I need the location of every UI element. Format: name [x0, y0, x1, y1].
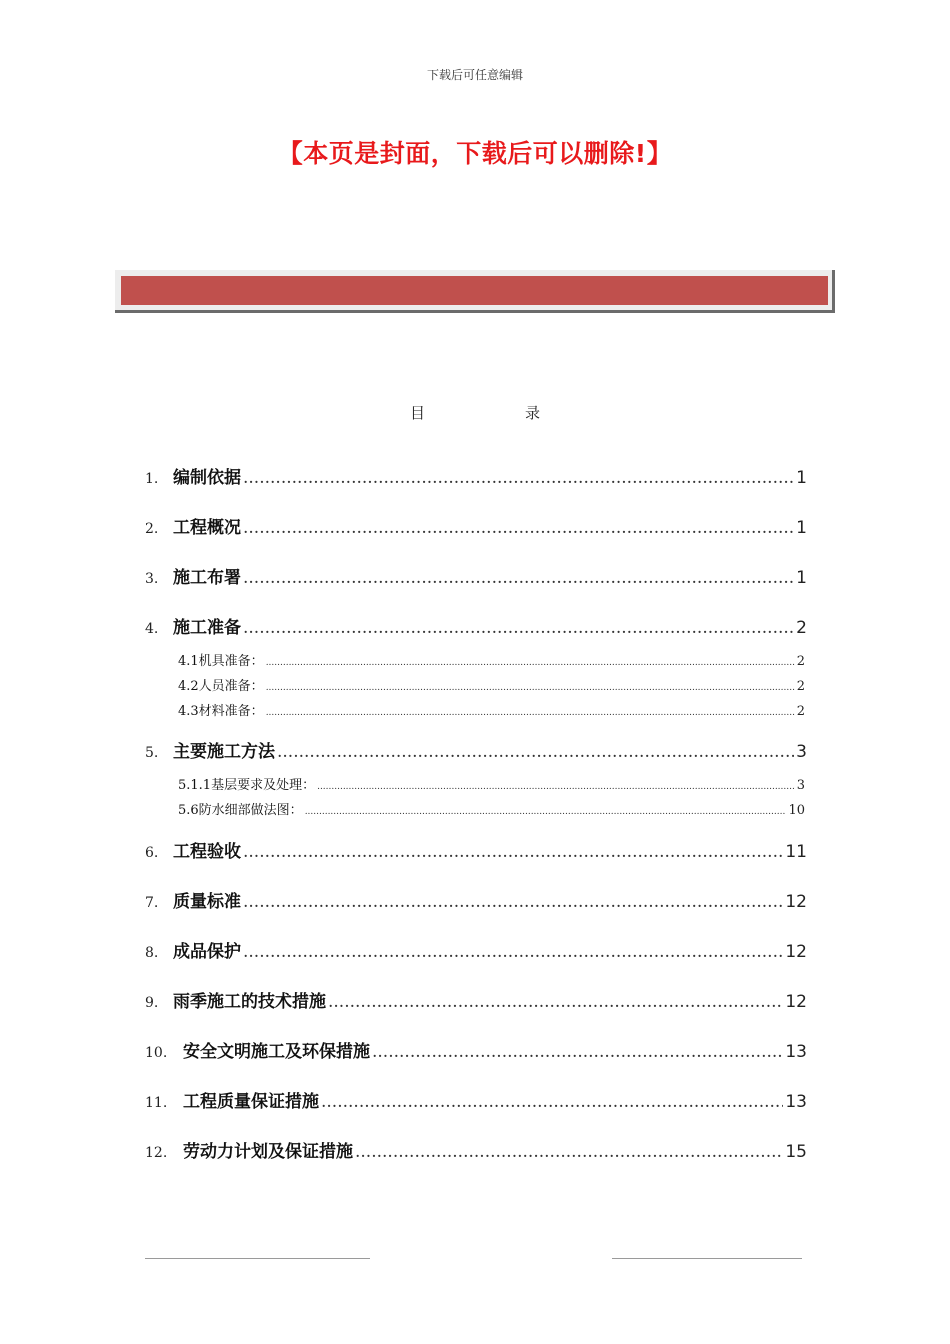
- title-banner: [115, 270, 835, 313]
- toc-entry-page: 1: [796, 568, 807, 588]
- toc-leader-dots: [317, 778, 795, 793]
- toc-entry-title: 工程概况: [173, 518, 241, 538]
- toc-entry-page: 1: [796, 518, 807, 538]
- toc-entry[interactable]: [145, 737, 807, 761]
- toc-entry-page: 12: [785, 892, 807, 912]
- toc-entry-page: 12: [785, 942, 807, 962]
- toc-entry[interactable]: [145, 937, 807, 961]
- toc-subentry[interactable]: [178, 650, 805, 674]
- toc-entry-number: 1.: [145, 471, 159, 487]
- toc-entry-title: 主要施工方法: [173, 742, 275, 762]
- toc-entry-title: 施工布署: [173, 568, 241, 588]
- toc-entry-page: 15: [785, 1142, 807, 1162]
- toc-entry-number: 12.: [145, 1145, 168, 1161]
- toc-leader-dots: [372, 1042, 783, 1062]
- toc-subentry[interactable]: [178, 700, 805, 724]
- toc-subentry[interactable]: [178, 675, 805, 699]
- toc-heading-char-2: 录: [525, 404, 541, 422]
- header-note: 下载后可任意编辑: [426, 68, 523, 82]
- toc-subentry-title: 5.6防水细部做法图：: [178, 803, 303, 818]
- toc-subentry-page: 2: [796, 679, 805, 694]
- toc-leader-dots: [243, 468, 794, 488]
- toc-entry-title: 劳动力计划及保证措施: [183, 1142, 353, 1162]
- toc-entry-number: 10.: [145, 1045, 168, 1061]
- toc-entry-number: 5.: [145, 745, 159, 761]
- toc-entry-page: 11: [785, 842, 807, 862]
- toc-subentry-page: 3: [796, 778, 805, 793]
- toc-entry-number: 8.: [145, 945, 159, 961]
- toc-entry-title: 编制依据: [173, 468, 241, 488]
- toc-leader-dots: [266, 654, 795, 669]
- toc-entry-number: 9.: [145, 995, 159, 1011]
- toc-leader-dots: [243, 568, 794, 588]
- toc-subentry[interactable]: [178, 799, 805, 823]
- toc-subentry-title: 4.3材料准备：: [178, 704, 264, 719]
- toc-leader-dots: [305, 803, 787, 818]
- toc-entry-title: 施工准备: [173, 618, 241, 638]
- toc-entry-title: 工程质量保证措施: [183, 1092, 319, 1112]
- toc-entry[interactable]: [145, 463, 807, 487]
- toc-entry-number: 4.: [145, 621, 159, 637]
- toc-heading: [0, 402, 950, 423]
- toc-entry-number: 2.: [145, 521, 159, 537]
- toc-entry-page: 3: [796, 742, 807, 762]
- toc-subentry-title: 5.1.1基层要求及处理：: [178, 778, 316, 793]
- toc-entry[interactable]: [145, 987, 807, 1011]
- toc-subentry-page: 2: [796, 704, 805, 719]
- footer-rule-left: [145, 1258, 370, 1259]
- toc-leader-dots: [328, 992, 783, 1012]
- toc-entry-title: 工程验收: [173, 842, 241, 862]
- toc-entry[interactable]: [145, 613, 807, 637]
- toc-entry[interactable]: [145, 1087, 807, 1111]
- toc-entry[interactable]: [145, 563, 807, 587]
- toc-leader-dots: [243, 842, 783, 862]
- toc-heading-char-1: 目: [409, 404, 425, 422]
- toc-subentry[interactable]: [178, 774, 805, 798]
- toc-entry[interactable]: [145, 837, 807, 861]
- toc-leader-dots: [277, 742, 794, 762]
- toc-leader-dots: [243, 892, 783, 912]
- toc-entry-page: 13: [785, 1092, 807, 1112]
- toc-entry-page: 2: [796, 618, 807, 638]
- toc-entry-title: 成品保护: [173, 942, 241, 962]
- toc-subentry-page: 10: [788, 803, 805, 818]
- toc-entry-title: 雨季施工的技术措施: [173, 992, 326, 1012]
- toc-leader-dots: [355, 1142, 783, 1162]
- toc-leader-dots: [266, 679, 795, 694]
- toc-entry-number: 7.: [145, 895, 159, 911]
- toc-entry-title: 质量标准: [173, 892, 241, 912]
- toc-leader-dots: [321, 1092, 783, 1112]
- toc-entry[interactable]: [145, 1037, 807, 1061]
- footer-rule-right: [612, 1258, 802, 1259]
- toc-subentry-title: 4.1机具准备：: [178, 654, 264, 669]
- toc-entry-page: 12: [785, 992, 807, 1012]
- title-banner-bar: [121, 276, 828, 305]
- toc-entry-number: 3.: [145, 571, 159, 587]
- toc-subentry-page: 2: [796, 654, 805, 669]
- toc-entry-page: 1: [796, 468, 807, 488]
- toc-entry-number: 6.: [145, 845, 159, 861]
- toc-entry-title: 安全文明施工及环保措施: [183, 1042, 370, 1062]
- toc-leader-dots: [243, 942, 783, 962]
- toc-leader-dots: [243, 618, 794, 638]
- cover-notice: 【本页是封面，下载后可以删除!】: [277, 139, 673, 168]
- toc-entry-number: 11.: [145, 1095, 168, 1111]
- toc-entry[interactable]: [145, 513, 807, 537]
- toc-leader-dots: [243, 518, 794, 538]
- toc-leader-dots: [266, 704, 795, 719]
- toc-entry-page: 13: [785, 1042, 807, 1062]
- toc-entry[interactable]: [145, 1137, 807, 1161]
- toc-entry[interactable]: [145, 887, 807, 911]
- toc-subentry-title: 4.2人员准备：: [178, 679, 264, 694]
